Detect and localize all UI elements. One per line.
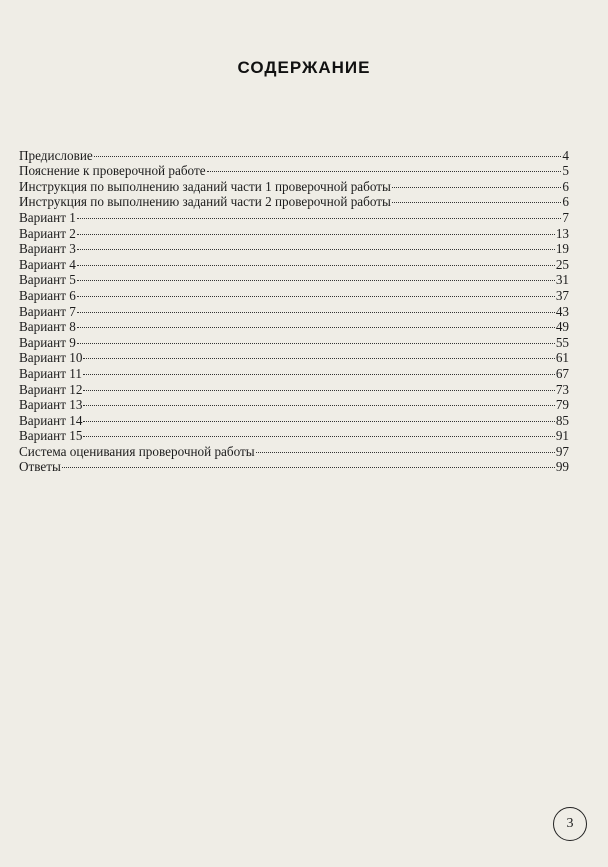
- toc-entry-page: 13: [555, 225, 569, 241]
- toc-entry-page: 5: [562, 163, 569, 179]
- page-number-badge: [553, 807, 587, 841]
- toc-entry-label: Вариант 5: [19, 272, 76, 288]
- toc-entry: [19, 300, 569, 319]
- toc-entry: [19, 144, 569, 163]
- toc-entry: [19, 269, 569, 288]
- toc-dot-leader: [77, 284, 555, 300]
- toc-entry-page: 37: [555, 287, 569, 303]
- toc-dot-leader: [77, 316, 555, 332]
- toc-entry-label: Вариант 6: [19, 287, 76, 303]
- toc-entry: [19, 394, 569, 413]
- toc-entry-label: Вариант 10: [19, 350, 83, 366]
- page-title: СОДЕРЖАНИЕ: [237, 58, 371, 77]
- toc-dot-leader: [392, 191, 562, 207]
- toc-entry-label: Пояснение к проверочной работе: [19, 163, 206, 179]
- toc-entry: [19, 347, 569, 366]
- toc-dot-leader: [256, 440, 555, 456]
- toc-entry-label: Вариант 14: [19, 412, 83, 428]
- toc-entry-label: Инструкция по выполнению заданий части 2 проверочной работы: [19, 194, 391, 210]
- toc-entry-label: Предисловие: [19, 147, 93, 163]
- toc-entry: [19, 378, 569, 397]
- toc-entry: [19, 284, 569, 303]
- page-number: 3: [566, 816, 574, 831]
- toc-entry: [19, 160, 569, 179]
- toc-dot-leader: [77, 222, 555, 238]
- toc-dot-leader: [77, 269, 555, 285]
- toc-entry-page: 91: [555, 428, 569, 444]
- toc-entry: [19, 206, 569, 225]
- toc-entry-label: Вариант 12: [19, 381, 83, 397]
- toc-entry: [19, 409, 569, 428]
- toc-dot-leader: [83, 378, 554, 394]
- toc-dot-leader: [77, 331, 555, 347]
- toc-dot-leader: [83, 347, 554, 363]
- toc-entry-page: 4: [562, 147, 569, 163]
- toc-entry: [19, 331, 569, 350]
- toc-entry-label: Вариант 1: [19, 209, 76, 225]
- toc-entry: [19, 222, 569, 241]
- toc-entry-page: 43: [555, 303, 569, 319]
- toc-entry-label: Ответы: [19, 459, 61, 475]
- toc-entry-page: 49: [555, 319, 569, 335]
- toc-dot-leader: [83, 425, 554, 441]
- toc-entry-page: 67: [555, 365, 569, 381]
- toc-entry-label: Вариант 3: [19, 241, 76, 257]
- toc-entry-label: Вариант 2: [19, 225, 76, 241]
- toc-entry-page: 85: [555, 412, 569, 428]
- toc-entry: [19, 316, 569, 335]
- toc-entry-page: 97: [555, 443, 569, 459]
- toc-entry-label: Вариант 9: [19, 334, 76, 350]
- toc-entry-label: Вариант 13: [19, 397, 83, 413]
- toc-entry-label: Вариант 11: [19, 365, 82, 381]
- toc-entry-page: 25: [555, 256, 569, 272]
- toc-dot-leader: [77, 253, 555, 269]
- toc-entry-label: Вариант 15: [19, 428, 83, 444]
- toc-entry-label: Инструкция по выполнению заданий части 1 проверочной работы: [19, 178, 391, 194]
- toc-entry-page: 31: [555, 272, 569, 288]
- toc-entry: [19, 253, 569, 272]
- toc-entry: [19, 362, 569, 381]
- toc-entry-page: 79: [555, 397, 569, 413]
- toc-entry-page: 19: [555, 241, 569, 257]
- toc-entry: [19, 425, 569, 444]
- toc-entry: [19, 440, 569, 459]
- table-of-contents: [19, 144, 569, 475]
- toc-entry: [19, 238, 569, 257]
- toc-entry-page: 7: [562, 209, 569, 225]
- toc-entry: [19, 456, 569, 475]
- toc-entry-page: 99: [555, 459, 569, 475]
- toc-entry-label: Вариант 4: [19, 256, 76, 272]
- toc-dot-leader: [77, 238, 555, 254]
- toc-dot-leader: [83, 409, 554, 425]
- toc-entry-page: 73: [555, 381, 569, 397]
- toc-dot-leader: [83, 394, 554, 410]
- toc-dot-leader: [94, 144, 562, 160]
- toc-entry-page: 55: [555, 334, 569, 350]
- toc-entry-page: 6: [562, 178, 569, 194]
- toc-dot-leader: [392, 175, 562, 191]
- toc-dot-leader: [77, 206, 562, 222]
- toc-entry-label: Вариант 7: [19, 303, 76, 319]
- toc-entry-page: 6: [562, 194, 569, 210]
- toc-entry-label: Система оценивания проверочной работы: [19, 443, 255, 459]
- toc-entry-label: Вариант 8: [19, 319, 76, 335]
- toc-dot-leader: [83, 362, 555, 378]
- toc-dot-leader: [207, 160, 562, 176]
- toc-dot-leader: [62, 456, 555, 472]
- toc-entry-page: 61: [555, 350, 569, 366]
- toc-dot-leader: [77, 300, 555, 316]
